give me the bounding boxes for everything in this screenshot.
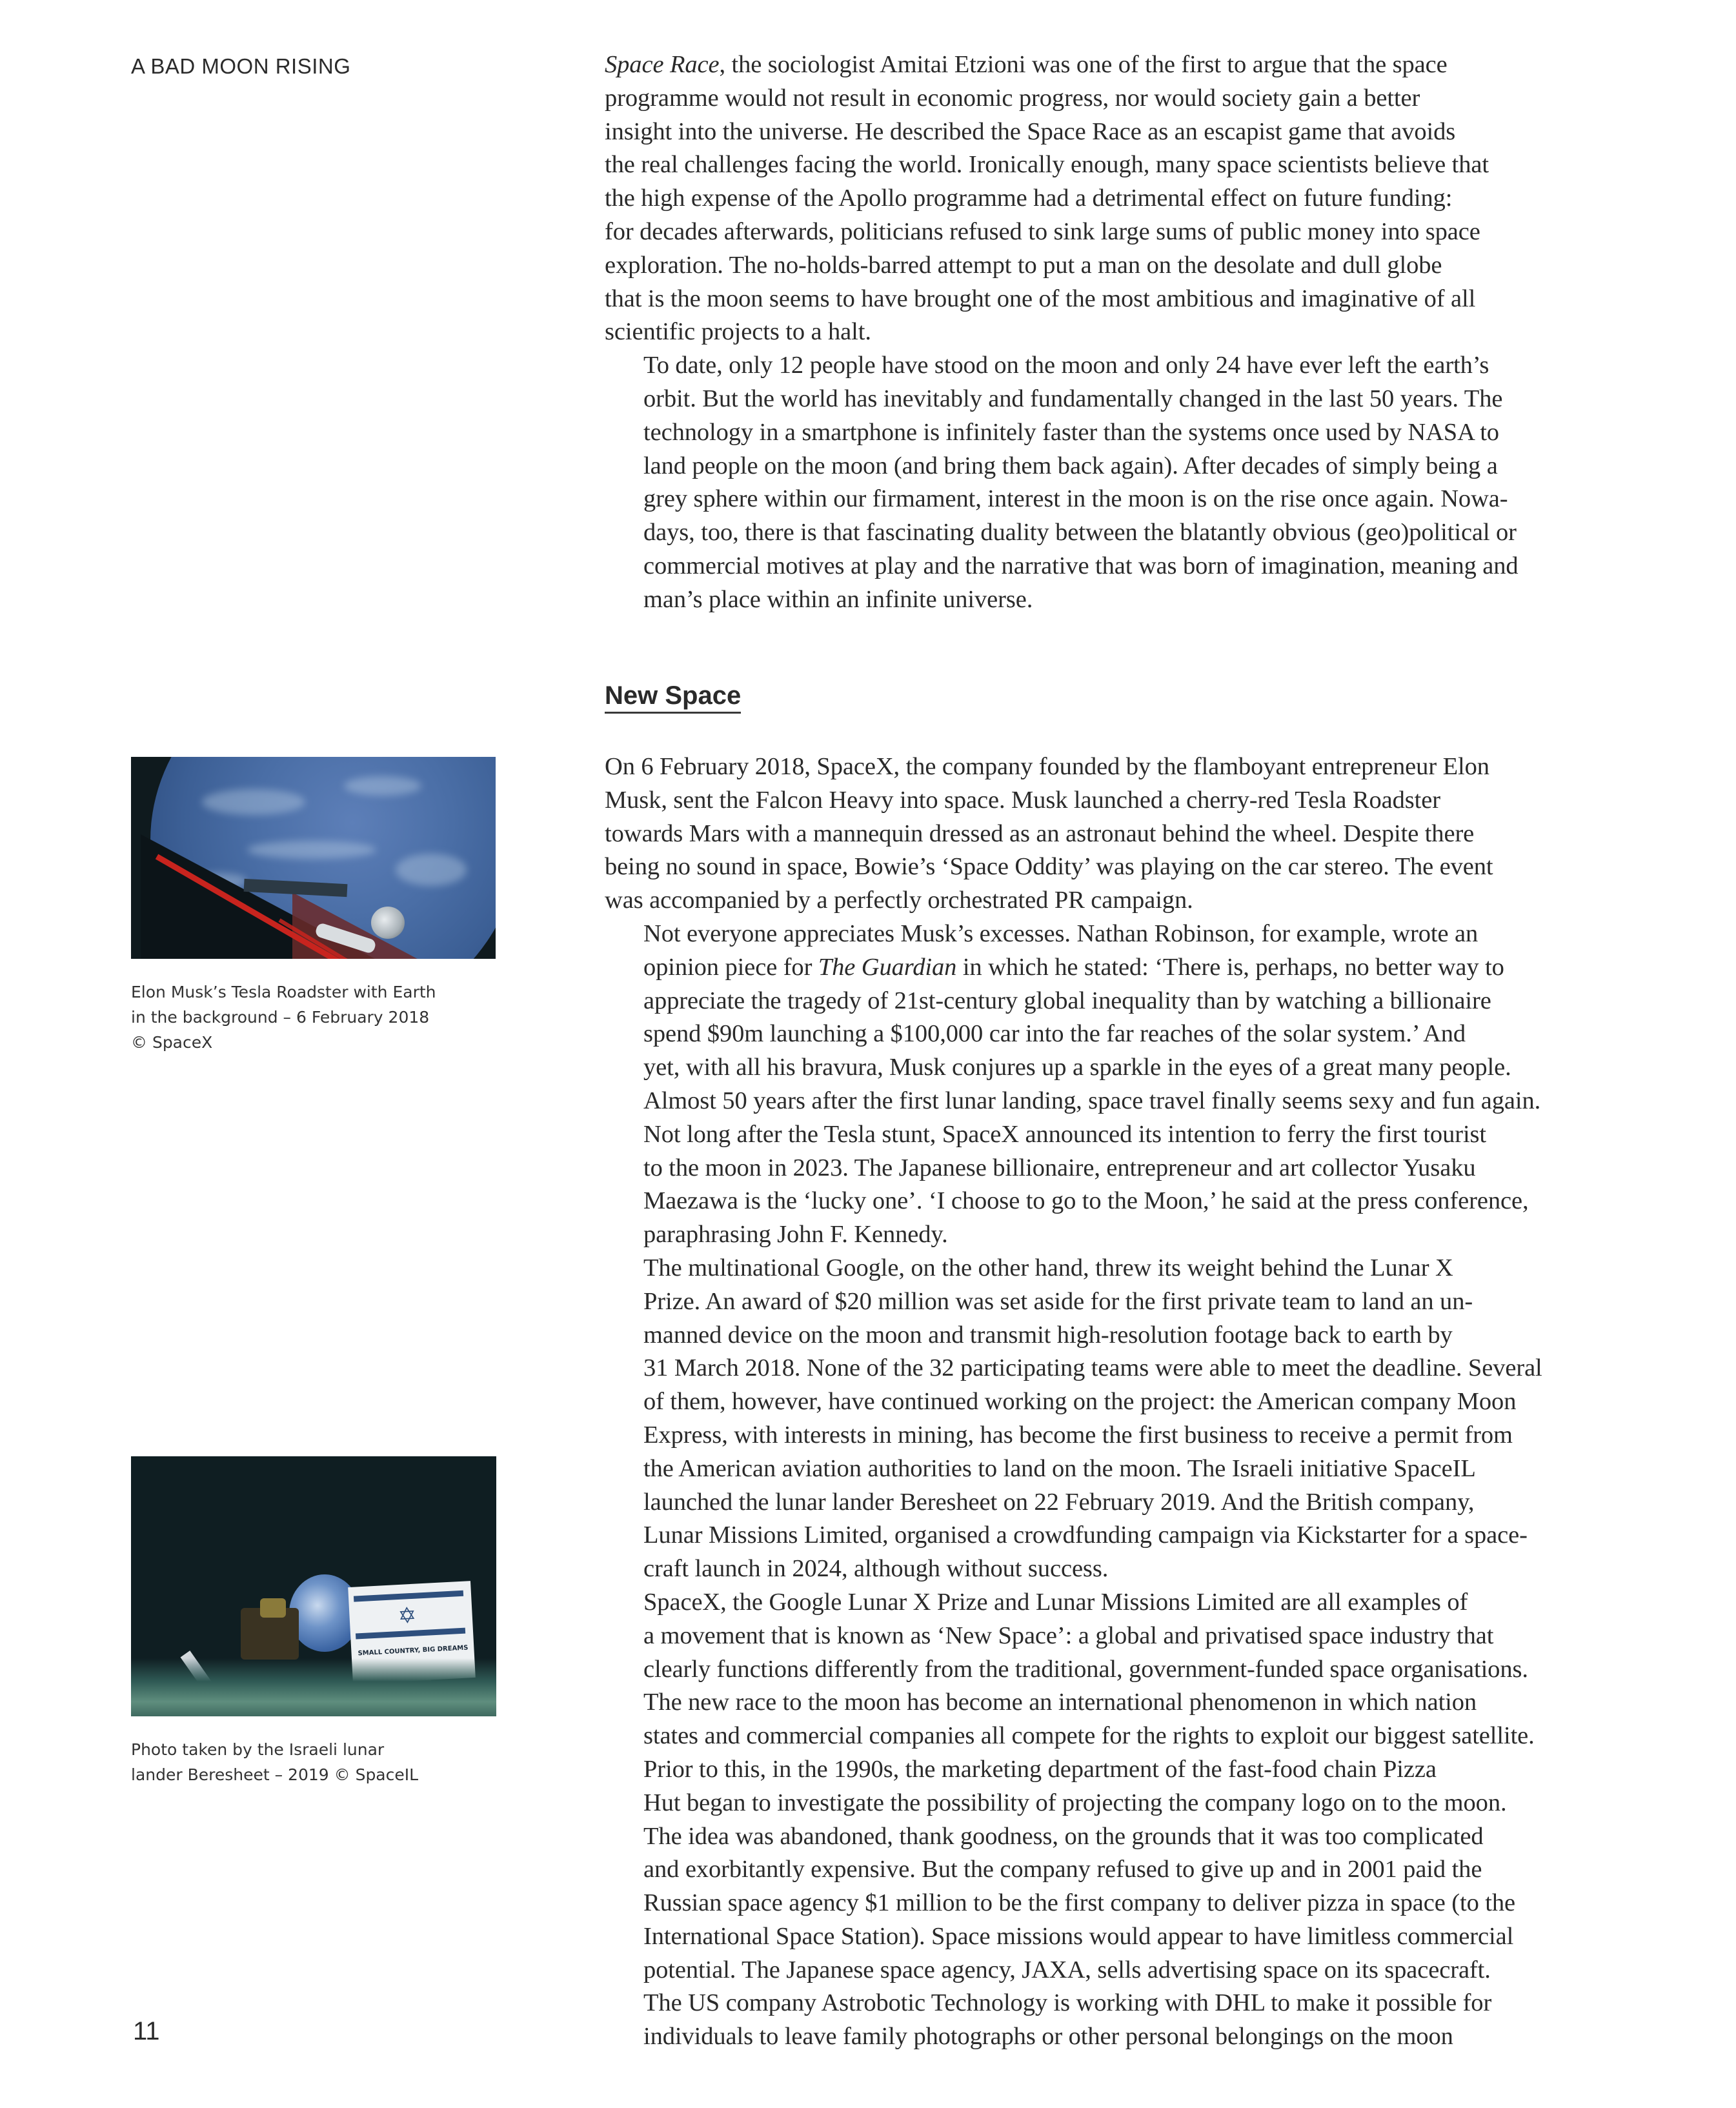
text-line: [605, 283, 1586, 316]
text-run: SpaceX, the Google Lunar X Prize and Lunar Missions Limited are all examples of: [643, 1588, 1468, 1616]
text-run: spend $90m launching a $100,000 car into the far reaches of the solar system.’ And: [643, 1020, 1466, 1048]
text-line: [605, 918, 1586, 951]
text-line: [605, 1753, 1586, 1787]
text-run: the American aviation authorities to land on the moon. The Israeli initiative SpaceIL: [643, 1454, 1476, 1482]
figure-caption: [131, 1737, 496, 1787]
text-run: launched the lunar lander Beresheet on 22 February 2019. And the British company,: [643, 1488, 1475, 1516]
text-run: scientific projects to a halt.: [605, 318, 871, 346]
text-line: [605, 818, 1586, 851]
text-run: On 6 February 2018, SpaceX, the company founded by the flamboyant entrepreneur Elon: [605, 753, 1489, 780]
text-line: [605, 516, 1586, 550]
text-line: [605, 1285, 1586, 1319]
lunar-surface: [131, 1658, 496, 1716]
text-line: [605, 850, 1586, 884]
text-run: a movement that is known as ‘New Space’: a global and privatised space industry that: [643, 1621, 1494, 1649]
text-run: 31 March 2018. None of the 32 participating teams were able to meet the deadline. Several: [643, 1354, 1542, 1382]
text-line: [605, 583, 1586, 617]
text-line: [605, 951, 1586, 985]
figure-beresheet: [131, 1456, 496, 1787]
text-line: [605, 2020, 1586, 2054]
text-run: opinion piece for: [643, 953, 818, 981]
text-line: [605, 1519, 1586, 1552]
text-line: [605, 1552, 1586, 1586]
text-run: Almost 50 years after the first lunar landing, space travel finally seems sexy and fun again.: [643, 1087, 1541, 1114]
text-run: being no sound in space, Bowie’s ‘Space Oddity’ was playing on the car stereo. The event: [605, 853, 1493, 881]
text-line: [605, 416, 1586, 450]
text-run: insight into the universe. He described the Space Race as an escapist game that avoids: [605, 117, 1456, 145]
text-run: towards Mars with a mannequin dressed as an astronaut behind the wheel. Despite there: [605, 819, 1475, 847]
text-run: grey sphere within our firmament, interest in the moon is on the rise once again. Nowa-: [643, 485, 1508, 513]
text-line: [605, 1887, 1586, 1920]
text-line: [605, 1319, 1586, 1352]
text-line: [605, 1051, 1586, 1085]
text-line: [605, 1686, 1586, 1720]
text-run: and exorbitantly expensive. But the company refused to give up and in 2001 paid the: [643, 1856, 1482, 1883]
text-line: [605, 1185, 1586, 1218]
text-line: [605, 483, 1586, 516]
body-text-new-space: [605, 750, 1586, 2054]
text-line: [605, 1720, 1586, 1753]
text-line: [605, 115, 1586, 149]
text-line: [605, 1987, 1586, 2020]
text-run: Lunar Missions Limited, organised a crowdfunding campaign via Kickstarter for a space-: [643, 1521, 1528, 1549]
text-line: [605, 82, 1586, 115]
text-run: clearly functions differently from the traditional, government-funded space organisations.: [643, 1655, 1528, 1683]
text-run: Maezawa is the ‘lucky one’. ‘I choose to go to the Moon,’ he said at the press conference,: [643, 1187, 1529, 1215]
text-line: [605, 1787, 1586, 1820]
text-run: that is the moon seems to have brought one of the most ambitious and imaginative of all: [605, 285, 1476, 312]
text-line: [605, 750, 1586, 784]
text-run: for decades afterwards, politicians refused to sink large sums of public money into space: [605, 217, 1480, 245]
text-run: appreciate the tragedy of 21st-century global inequality than by watching a billionaire: [643, 987, 1491, 1014]
text-line: [605, 1620, 1586, 1653]
beresheet-lunar-photo: [131, 1456, 496, 1716]
text-line: [605, 1252, 1586, 1285]
text-run: land people on the moon (and bring them back again). After decades of simply being a: [643, 452, 1498, 479]
text-line: [605, 48, 1586, 82]
section-heading: New Space: [605, 681, 741, 714]
caption-line: Elon Musk’s Tesla Roadster with Earth: [131, 983, 436, 1001]
text-run: man’s place within an infinite universe.: [643, 585, 1033, 613]
text-run: orbit. But the world has inevitably and fundamentally changed in the last 50 years. The: [643, 385, 1503, 412]
text-run: Russian space agency $1 million to be the first company to deliver pizza in space (to the: [643, 1889, 1516, 1917]
text-run: paraphrasing John F. Kennedy.: [643, 1221, 948, 1249]
astronaut-helmet: [371, 907, 405, 939]
star-of-david-icon: ✡: [397, 1602, 418, 1630]
text-run: individuals to leave family photographs or other personal belongings on the moon: [643, 2023, 1453, 2051]
caption-line: © SpaceX: [131, 1033, 213, 1052]
text-line: [605, 316, 1586, 349]
figure-caption: [131, 979, 496, 1055]
text-run: was accompanied by a perfectly orchestrated PR campaign.: [605, 887, 1193, 914]
text-run: Not long after the Tesla stunt, SpaceX announced its intention to ferry the first tourist: [643, 1120, 1487, 1148]
text-run: Hut began to investigate the possibility of projecting the company logo on to the moon.: [643, 1789, 1507, 1816]
caption-line: lander Beresheet – 2019 © SpaceIL: [131, 1765, 419, 1784]
paragraph: [605, 48, 1586, 349]
text-run: of them, however, have continued working on the project: the American company Moon: [643, 1388, 1517, 1416]
paragraph: [605, 1252, 1586, 1586]
text-line: [605, 884, 1586, 918]
text-line: [605, 1419, 1586, 1452]
text-line: [605, 1920, 1586, 1954]
text-line: [605, 182, 1586, 216]
text-run: Express, with interests in mining, has become the first business to receive a permit from: [643, 1421, 1513, 1449]
text-line: [605, 1653, 1586, 1687]
caption-line: Photo taken by the Israeli lunar: [131, 1740, 385, 1759]
text-run: the high expense of the Apollo programme had a detrimental effect on future funding:: [605, 185, 1453, 212]
text-line: [605, 1018, 1586, 1051]
text-run: Prior to this, in the 1990s, the marketing department of the fast-food chain Pizza: [643, 1755, 1437, 1783]
text-line: [605, 1218, 1586, 1252]
italic-title: The Guardian: [818, 953, 957, 981]
text-run: to the moon in 2023. The Japanese billionaire, entrepreneur and art collector Yusaku: [643, 1154, 1476, 1181]
text-line: [605, 985, 1586, 1018]
text-run: craft launch in 2024, although without success.: [643, 1555, 1109, 1583]
text-run: International Space Station). Space missions would appear to have limitless commercial: [643, 1922, 1514, 1950]
text-run: days, too, there is that fascinating duality between the blatantly obvious (geo)political or: [643, 519, 1517, 547]
running-head: A BAD MOON RISING: [131, 54, 351, 78]
body-text-top: [605, 48, 1586, 617]
text-line: [605, 1954, 1586, 1987]
text-run: The new race to the moon has become an international phenomenon in which nation: [643, 1689, 1477, 1716]
text-line: [605, 1352, 1586, 1385]
text-line: [605, 1118, 1586, 1152]
figure-tesla-roadster: [131, 757, 496, 1055]
plaque-text: SMALL COUNTRY, BIG DREAMS: [358, 1644, 469, 1658]
paragraph: [605, 750, 1586, 918]
text-line: [605, 148, 1586, 182]
text-run: The idea was abandoned, thank goodness, on the grounds that it was too complicated: [643, 1822, 1484, 1850]
text-line: [605, 450, 1586, 483]
text-line: [605, 216, 1586, 249]
text-run: manned device on the moon and transmit high-resolution footage back to earth by: [643, 1321, 1453, 1349]
tesla-roadster-earth-photo: [131, 757, 496, 959]
text-line: [605, 1486, 1586, 1520]
text-line: [605, 550, 1586, 583]
text-run: potential. The Japanese space agency, JAXA, sells advertising space on its spacecraft.: [643, 1956, 1491, 1983]
paragraph: [605, 918, 1586, 1252]
text-line: [605, 1385, 1586, 1419]
text-run: Prize. An award of $20 million was set aside for the first private team to land an un-: [643, 1287, 1473, 1315]
text-run: in which he stated: ‘There is, perhaps, no better way to: [956, 953, 1504, 981]
text-line: [605, 383, 1586, 416]
text-line: [605, 1452, 1586, 1486]
paragraph: [605, 1586, 1586, 1753]
text-run: Musk, sent the Falcon Heavy into space. Musk launched a cherry-red Tesla Roadster: [605, 786, 1440, 814]
text-run: technology in a smartphone is infinitely faster than the systems once used by NASA to: [643, 418, 1499, 446]
text-run: the real challenges facing the world. Ironically enough, many space scientists believe that: [605, 151, 1489, 179]
text-run: exploration. The no-holds-barred attempt to put a man on the desolate and dull globe: [605, 251, 1442, 279]
text-line: [605, 349, 1586, 383]
text-line: [605, 249, 1586, 283]
italic-title: Space Race: [605, 51, 720, 78]
caption-line: in the background – 6 February 2018: [131, 1008, 430, 1027]
text-run: yet, with all his bravura, Musk conjures up a sparkle in the eyes of a great many people.: [643, 1054, 1511, 1081]
text-line: [605, 1152, 1586, 1185]
text-line: [605, 1586, 1586, 1620]
text-run: The US company Astrobotic Technology is working with DHL to make it possible for: [643, 1989, 1492, 2017]
text-run: commercial motives at play and the narrative that was born of imagination, meaning and: [643, 552, 1519, 579]
text-run: , the sociologist Amitai Etzioni was one of the first to argue that the space: [719, 51, 1448, 78]
text-line: [605, 1853, 1586, 1887]
text-line: [605, 784, 1586, 818]
text-run: Not everyone appreciates Musk’s excesses. Nathan Robinson, for example, wrote an: [643, 919, 1479, 947]
text-run: The multinational Google, on the other hand, threw its weight behind the Lunar X: [643, 1254, 1453, 1281]
paragraph: [605, 1753, 1586, 2054]
text-line: [605, 1085, 1586, 1118]
text-run: states and commercial companies all compete for the rights to exploit our biggest satellite.: [643, 1722, 1535, 1750]
page-number: 11: [133, 2017, 160, 2045]
paragraph: [605, 349, 1586, 616]
text-run: programme would not result in economic progress, nor would society gain a better: [605, 84, 1420, 112]
lander-foil: [260, 1598, 286, 1618]
text-line: [605, 1820, 1586, 1854]
text-run: To date, only 12 people have stood on the moon and only 24 have ever left the earth’s: [643, 352, 1489, 379]
